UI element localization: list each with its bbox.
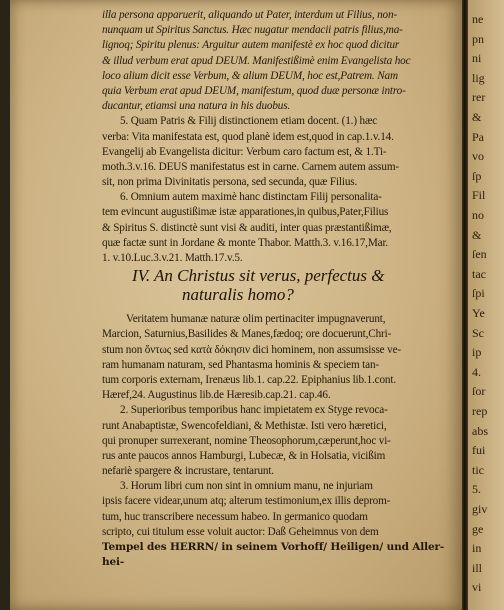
facing-page-line: ſor — [472, 384, 486, 399]
text-line: & Spiritus S. distinctè sunt visi & auditi, inter quas præstantißimæ, — [102, 221, 392, 234]
facing-page-line: Fil — [472, 188, 486, 203]
facing-page-line: pn — [472, 31, 484, 46]
text-line: tum corporis externam, Irenæus lib.1. cap.22. Epiphanius lib.1.cont. — [102, 373, 396, 386]
text-line: Evangelij ab Evangelista dicitur: Verbum caro factum est, & 1.Ti- — [102, 145, 387, 158]
text-line: runt Anabaptistæ, Swencofeldiani, & Methistæ. Isti vero hæretici, — [102, 419, 387, 432]
page-text — [102, 8, 458, 570]
text-line: ipsis facere videar,unum atq; alterum testimonium,ex illis deprom- — [102, 495, 391, 508]
facing-page-line: ip — [472, 345, 482, 360]
text-line: Marcion, Saturnius,Basilides & Manes,fædoq; ore docuerunt,Chri- — [102, 328, 392, 341]
text-line: qui pronuper surrexerant, nomine Theosophorum,cæperunt,hoc vi- — [102, 434, 391, 447]
facing-page-line: in — [472, 541, 482, 556]
text-line: tum, huc transcribere necessum habeo. In germanico quodam — [102, 510, 368, 523]
facing-page-line: ſpi — [472, 286, 485, 301]
facing-page-line: 5. — [472, 482, 481, 497]
text-line: 1. v.10.Luc.3.v.21. Matth.17.v.5. — [102, 252, 243, 264]
facing-page-line: tac — [472, 266, 486, 281]
section-heading-line-1: IV. An Christus sit verus, perfectus & — [132, 266, 385, 286]
text-line: moth.3.v.16. DEUS manifestatus est in carne. Carnem autem assum- — [102, 160, 399, 173]
facing-page-line: ſp — [472, 168, 482, 183]
facing-page-line: ne — [472, 12, 484, 26]
facing-page-line: ill — [472, 560, 483, 575]
section-heading-line-2: naturalis homo? — [182, 285, 294, 305]
text-line: verba: Vita manifestata est, quod planè idem est,quod in cap.1.v.14. — [102, 130, 394, 143]
text-line: lignoq; Spiritu plenus: Arguitur autem manifestè ex hoc quod dicitur — [102, 39, 400, 52]
text-line: Hæref,24. Augustinus lib.de Hæresib.cap.21. cap.46. — [102, 389, 331, 402]
facing-page-line: Ye — [472, 306, 485, 320]
text-line: ram humanam naturam, sed Phantasma hominis & speciem tan- — [102, 358, 379, 371]
facing-page-line: 4. — [472, 364, 481, 379]
text-line: loco alium dicit esse Verbum, & alium DEUM, hoc est,Patrem. Nam — [102, 69, 398, 82]
facing-page-line: ni — [472, 51, 482, 66]
facing-page-line: fui — [472, 443, 486, 458]
text-line: Tempel des HERRN/ in seinem Vorhoff/ Heiligen/ und Aller- — [102, 541, 445, 553]
text-line: nunquam ut Spiritus Sanctus. Hæc nugatur mendacii patris filius,ma- — [102, 24, 403, 37]
text-line: illa persona apparuerit, aliquando ut Pater, interdum ut Filius, non- — [102, 9, 398, 21]
text-line: 6. Omnium autem maximè hanc distinctam Filij personalita- — [120, 191, 382, 204]
facing-page-line: vi — [472, 580, 482, 595]
text-line: quia Verbum erat apud DEUM, manifestum, quod duæ personæ intro- — [102, 84, 406, 97]
text-line: nefariè spargere & incrustare, tentarunt. — [102, 465, 274, 478]
facing-page-line: no — [472, 208, 484, 222]
text-line: tem evincunt augustißimæ istæ apparationes,in quibus,Pater,Filius — [102, 206, 389, 219]
text-line: hei- — [102, 556, 125, 569]
text-line: & illud verbum erat apud DEUM. Manifestißimè enim Evangelista hoc — [102, 54, 411, 67]
facing-page-line: Pa — [472, 129, 484, 144]
facing-page-line: & — [472, 227, 482, 242]
book-page — [10, 0, 462, 610]
text-line: Veritatem humanæ naturæ olim pertinaciter impugnaverunt, — [126, 313, 386, 326]
text-line: rus ante paucos annos Hamburgi, Lubecæ, & in Holsatia, vicißim — [102, 449, 386, 462]
text-line: scripto, cui titulum esse voluit auctor: Daß Geheimnus von dem — [102, 525, 379, 538]
paragraph-block-2 — [102, 114, 458, 266]
facing-page-line: ge — [472, 521, 484, 536]
facing-page-line: ſen — [472, 247, 487, 262]
text-line: stum non ὄντως sed κατὰ δόκησιν dici hominem, non assumsisse ve- — [102, 343, 401, 356]
text-line: ducantur, etiamsi una natura in his duobus. — [102, 100, 291, 113]
facing-page-line: lig — [472, 70, 485, 85]
facing-page-line: abs — [472, 423, 488, 438]
paragraph-block-1 — [102, 8, 458, 114]
text-line: sit, non prima Divinitatis persona, sed secunda, quæ Filius. — [102, 176, 358, 189]
text-line: 5. Quam Patris & Filij distinctionem etiam docent. (1.) hæc — [120, 115, 378, 128]
facing-page-line: tic — [472, 462, 484, 477]
facing-page-line: rep — [472, 404, 488, 418]
facing-page-line: rer — [472, 90, 486, 105]
facing-page-fragment — [468, 0, 504, 610]
text-line: quæ factæ sunt in Jordane & monte Thabor. Matth.3. v.16.17,Mar. — [102, 236, 389, 249]
paragraph-block-3 — [102, 312, 458, 570]
facing-page-line: Sc — [472, 325, 484, 340]
facing-page-line: vo — [472, 149, 484, 164]
text-line: 2. Superioribus temporibus hanc impietatem ex Styge revoca- — [120, 404, 388, 417]
facing-page-line: giv — [472, 502, 488, 516]
facing-page-line: & — [472, 110, 482, 124]
text-line: 3. Horum libri cum non sint in omnium manu, ne injuriam — [120, 480, 373, 493]
